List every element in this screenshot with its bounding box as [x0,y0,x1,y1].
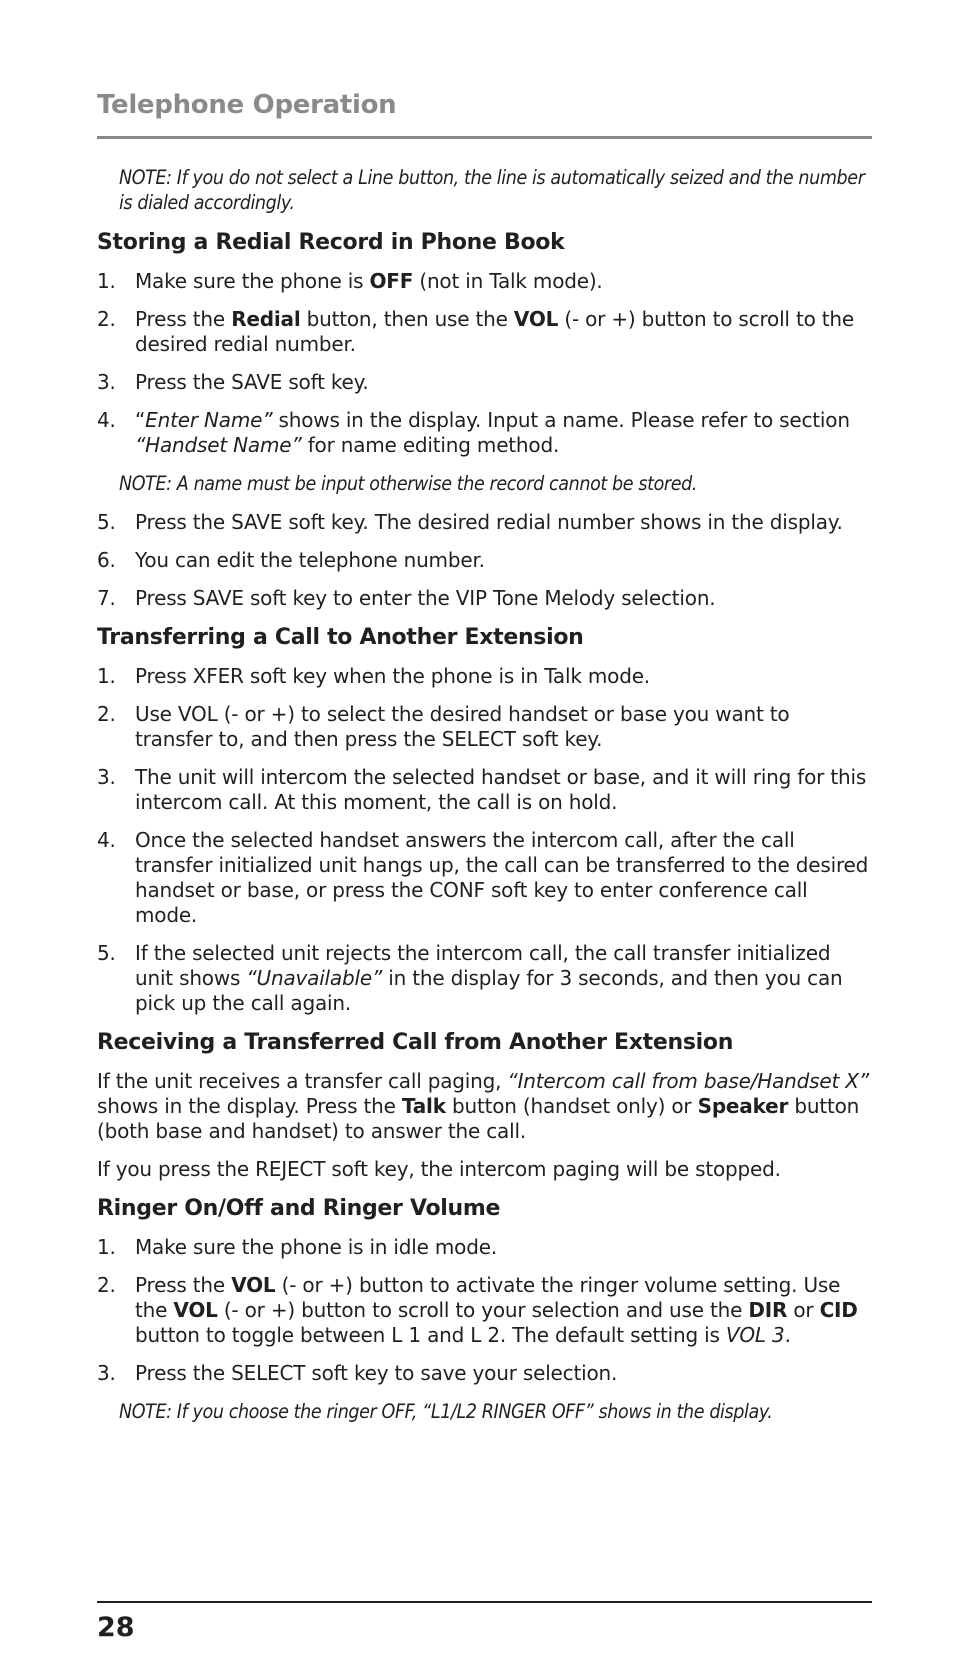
list-item-text: Use VOL (- or +) to select the desired handset or base you want to transfer to, and then press the SELECT soft key. [135,702,790,751]
header-rule [97,136,872,139]
list-item [97,408,872,458]
paragraph-text: shows in the display. Press the [97,1094,402,1118]
page-number: 28 [97,1612,135,1643]
list-item-text: Press the SAVE soft key. [135,370,369,394]
paragraph-text: button (handset only) or [445,1094,698,1118]
list-item-text: for name editing method. [301,433,560,457]
list-item-italic: “Handset Name” [135,433,302,457]
list-item-bold: VOL [231,1273,276,1297]
list-item-text: button to toggle between L 1 and L 2. The default setting is [135,1323,726,1347]
list-item-bold: CID [819,1298,858,1322]
list-item-italic: VOL 3 [725,1323,785,1347]
list-item [97,828,872,928]
note-name-required: NOTE: A name must be input otherwise the record cannot be stored. [119,472,698,495]
list-item-text: Press the [135,1273,232,1297]
list-item-number: 2. [97,702,116,726]
list-item-text: “ [135,408,146,432]
list-item-bold: OFF [369,269,414,293]
list-item [97,765,872,815]
list-item-text: Press SAVE soft key to enter the VIP Tone Melody selection. [135,586,716,610]
list-item-text: Press XFER soft key when the phone is in Talk mode. [135,664,650,688]
list-item-number: 2. [97,307,116,331]
list-item-number: 6. [97,548,116,572]
list-item [97,1273,872,1348]
list-item-number: 3. [97,765,116,789]
list-item-number: 3. [97,1361,116,1385]
list-transferring-call [97,664,872,1016]
list-item-number: 7. [97,586,116,610]
heading-storing-redial: Storing a Redial Record in Phone Book [97,230,565,255]
paragraph-reject: If you press the REJECT soft key, the intercom paging will be stopped. [97,1157,781,1181]
footer-rule [97,1601,872,1603]
list-item [97,370,872,395]
list-item-text: Make sure the phone is in idle mode. [135,1235,497,1259]
heading-transferring-call: Transferring a Call to Another Extension [97,625,584,650]
list-item [97,548,872,573]
list-storing-redial-continued [97,510,872,611]
page-content [97,165,872,1438]
list-item [97,664,872,689]
list-item-text: (- or +) button to activate the ringer volume setting. Use the [135,1273,841,1322]
list-item-bold: DIR [748,1298,788,1322]
list-item-bold: VOL [513,307,559,331]
list-item [97,702,872,752]
list-item-number: 1. [97,664,116,688]
list-item-number: 5. [97,941,116,965]
paragraph-text: button (both base and handset) to answer the call. [97,1094,860,1143]
list-item [97,941,872,1016]
list-item-text: or [787,1298,820,1322]
paragraph-text: If the unit receives a transfer call paging, [97,1069,508,1093]
list-item-text: (- or +) button to scroll to the desired redial number. [135,307,854,356]
list-item-text: Once the selected handset answers the intercom call, after the call transfer initialized unit hangs up, the call can be transferred to the desired handset or base, or press the CONF soft key to enter conference call mode. [135,828,869,927]
heading-receiving-call: Receiving a Transferred Call from Another Extension [97,1030,734,1055]
list-item [97,307,872,357]
paragraph-italic: “Intercom call from base/Handset X” [507,1069,869,1093]
list-item-italic: “Unavailable” [246,966,383,990]
list-item-italic: Enter Name” [145,408,273,432]
list-item-text: Make sure the phone is [135,269,370,293]
list-item [97,1235,872,1260]
list-item-number: 5. [97,510,116,534]
paragraph-receiving-call [97,1069,872,1144]
heading-ringer: Ringer On/Off and Ringer Volume [97,1196,501,1221]
list-item-number: 4. [97,828,116,852]
list-item-bold: VOL [173,1298,218,1322]
paragraph-bold: Talk [401,1094,446,1118]
list-item-text: You can edit the telephone number. [135,548,485,572]
list-item [97,1361,872,1386]
list-item-text: button, then use the [300,307,514,331]
list-item [97,510,872,535]
note-ringer-off: NOTE: If you choose the ringer OFF, “L1/L2 RINGER OFF” shows in the display. [119,1400,773,1423]
list-item-bold: Redial [231,307,301,331]
list-item-text: If the selected unit rejects the intercom call, the call transfer initialized unit shows [135,941,831,990]
list-item-text: Press the SELECT soft key to save your selection. [135,1361,618,1385]
list-item-text: Press the SAVE soft key. The desired redial number shows in the display. [135,510,843,534]
list-item-text: (not in Talk mode). [413,269,603,293]
list-item-text: The unit will intercom the selected handset or base, and it will ring for this intercom call. At this moment, the call is on hold. [135,765,867,814]
list-item-number: 4. [97,408,116,432]
list-item-text: in the display for 3 seconds, and then you can pick up the call again. [135,966,843,1015]
list-item-text: shows in the display. Input a name. Please refer to section [272,408,850,432]
list-item-number: 2. [97,1273,116,1297]
list-item-number: 3. [97,370,116,394]
note-line-button: NOTE: If you do not select a Line button, the line is automatically seized and the number is dialed accordingly. [119,166,865,214]
list-item-text: Press the [135,307,232,331]
list-item-text: (- or +) button to scroll to your selection and use the [217,1298,749,1322]
list-item [97,586,872,611]
list-ringer [97,1235,872,1386]
paragraph-bold: Speaker [697,1094,789,1118]
list-item-number: 1. [97,269,116,293]
list-storing-redial [97,269,872,458]
list-item [97,269,872,294]
page-header-title: Telephone Operation [97,90,397,120]
list-item-text: . [784,1323,791,1347]
list-item-number: 1. [97,1235,116,1259]
